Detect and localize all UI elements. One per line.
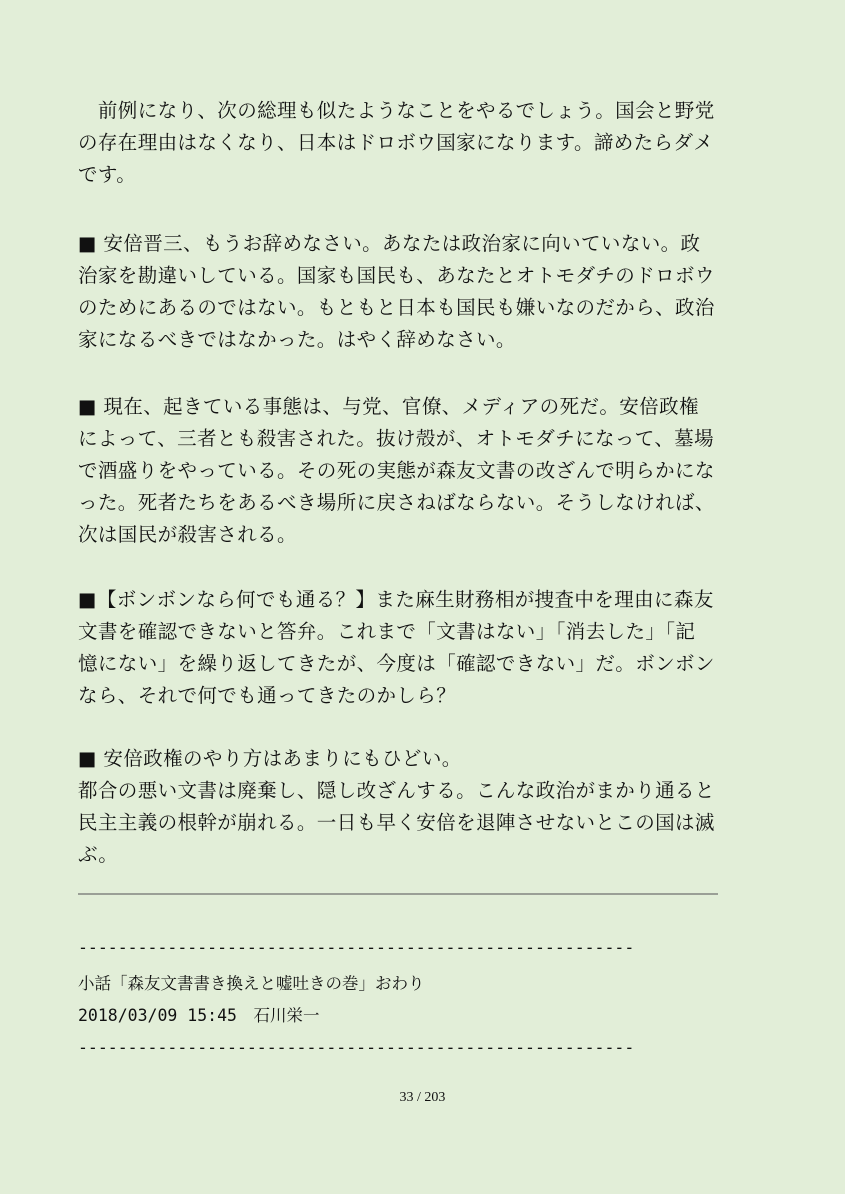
paragraph-line: 家になるべきではなかった。はやく辞めなさい。 xyxy=(78,328,516,351)
paragraph-1 xyxy=(78,95,728,191)
footer-dateline: 2018/03/09 15:45 石川栄一 xyxy=(78,1006,320,1025)
paragraph-line: 憶にない」を繰り返してきたが、今度は「確認できない」だ。ボンボン xyxy=(78,652,715,675)
paragraph-line: なら、それで何でも通ってきたのかしら？ xyxy=(78,684,457,707)
paragraph-line: ■ 現在、起きている事態は、与党、官僚、メディアの死だ。安倍政権 xyxy=(78,395,699,418)
paragraph-line: ■【ボンボンなら何でも通る？】また麻生財務相が捜査中を理由に森友 xyxy=(78,588,714,611)
paragraph-line: ■ 安倍政権のやり方はあまりにもひどい。 xyxy=(78,747,462,770)
paragraph-line: の存在理由はなくなり、日本はドロボウ国家になります。諦めたらダメ xyxy=(78,131,714,154)
paragraph-line: ■ 安倍晋三、もうお辞めなさい。あなたは政治家に向いていない。政 xyxy=(78,232,701,255)
footer-title: 小話「森友文書書き換えと嘘吐きの巻」おわり xyxy=(78,974,425,993)
paragraph-line: 文書を確認できないと答弁。これまで「文書はない」「消去した」「記 xyxy=(78,620,696,643)
paragraph-4 xyxy=(78,584,728,712)
paragraph-line: のためにあるのではない。もともと日本も国民も嫌いなのだから、政治 xyxy=(78,296,715,319)
paragraph-line: 治家を勘違いしている。国家も国民も、あなたとオトモダチのドロボウ xyxy=(78,264,715,287)
paragraph-line: です。 xyxy=(78,163,137,186)
paragraph-2 xyxy=(78,228,728,356)
paragraph-5 xyxy=(78,743,728,871)
footer-dash-line-bottom: -------------------------------------------------------- xyxy=(78,1038,635,1057)
page-number: 33 / 203 xyxy=(399,1090,446,1105)
paragraph-line: 次は国民が殺害される。 xyxy=(78,523,297,546)
paragraph-line: 都合の悪い文書は廃棄し、隠し改ざんする。こんな政治がまかり通ると xyxy=(78,779,715,802)
paragraph-line: で酒盛りをやっている。その死の実態が森友文書の改ざんで明らかにな xyxy=(78,459,715,482)
paragraph-line: 民主主義の根幹が崩れる。一日も早く安倍を退陣させないとこの国は滅 xyxy=(78,811,715,834)
paragraph-line: ぶ。 xyxy=(78,843,119,866)
paragraph-line: によって、三者とも殺害された。抜け殻が、オトモダチになって、墓場 xyxy=(78,427,715,450)
footer-dash-line-top: -------------------------------------------------------- xyxy=(78,938,635,957)
paragraph-line: った。死者たちをあるべき場所に戻さねばならない。そうしなければ、 xyxy=(78,491,715,514)
paragraph-3 xyxy=(78,391,728,551)
paragraph-line: 前例になり、次の総理も似たようなことをやるでしょう。国会と野党 xyxy=(78,99,715,122)
horizontal-rule xyxy=(78,893,718,895)
